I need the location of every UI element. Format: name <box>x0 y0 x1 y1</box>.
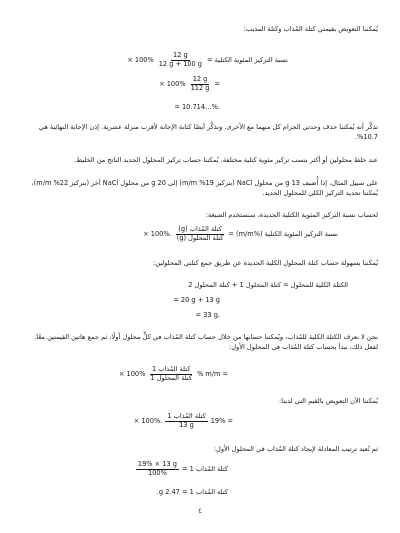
eq4-numerator: 19% × 13 g <box>137 460 177 468</box>
formula-times: × 100%. <box>143 229 172 238</box>
eq4-line1 <box>136 461 228 477</box>
eq3-denominator: 13 g <box>179 420 194 429</box>
eq1-times: × 100% <box>127 55 154 64</box>
eq2-line <box>119 366 228 382</box>
eq1-line2 <box>159 76 220 92</box>
rearrange-paragraph: ثم نُعيد ترتيب المعادلة لإيجاد كتلة المُذاب في المحلول الأول: <box>213 445 378 453</box>
eq4-label: كتلة المُذاب 1 = <box>181 464 228 473</box>
total-line3: = 33 g. <box>195 311 220 319</box>
formula-line <box>143 226 338 242</box>
document-page <box>22 0 378 533</box>
eq1-line3: = ‎10.714…%‎. <box>174 103 220 111</box>
eq1-numerator: 12 g <box>173 51 188 59</box>
eq4-fraction <box>136 461 179 477</box>
formula-fraction <box>175 226 226 242</box>
formula-label: نسبة التركيز المئوية الكتلية (%m/m) = <box>228 229 338 238</box>
example-paragraph: على سبيل المثال، إذا أُضيف 13 g من محلول NaCl (بتركيز 19% m/m) إلى 20 g من محلول NaCl آخر (بتركيز 22% m/m)، يُمكننا تحديد التركيز الكلي للمحلول الجديد. <box>31 179 378 198</box>
eq1-line2-numerator: 12 g <box>192 75 208 83</box>
eq1-label: نسبة التركيز المئوية الكتلية = <box>207 55 288 64</box>
eq3-label: 19% = <box>210 416 233 425</box>
eq3-fraction <box>165 413 207 429</box>
eq2-fraction <box>148 366 194 382</box>
total-line1: الكتلة الكلية للمحلول = كتلة المحلول 1 + كتلة المحلول 2 <box>188 281 348 289</box>
formula-intro-paragraph: لحساب نسبة التركيز المئوية الكتلية الجديدة، سنستخدم الصيغة: <box>205 211 378 219</box>
eq1-fraction <box>157 52 204 68</box>
total-mass-paragraph: يُمكننا بسهولة حساب كتلة المحلول الكلية الجديدة عن طريق جمع كتلتي المحلولين: <box>153 259 378 267</box>
eq1-line2-denominator: 112 g <box>190 83 210 92</box>
eq2-times: × 100% <box>118 369 146 378</box>
eq1-line2-equals: = <box>214 79 220 88</box>
rounding-paragraph: تذكَّر أنه يُمكننا حذف وحدتي الجرام كل منهما مع الأخرى. وتذكَّر أيضًا كتابة الإجابة لأقرب منزلة عشرية. إذن الإجابة النهائية هي 10.7%. <box>38 123 378 142</box>
eq3-numerator: كتلة المُذاب 1 <box>167 412 206 420</box>
eq1-line1 <box>127 52 288 68</box>
mixing-paragraph: عند خلط محلولين أو أكثر بنسب تركيز مئوية كتلية مختلفة، يُمكننا حساب تركيز المحلول الجديد الناتج من الخليط. <box>73 156 378 164</box>
eq3-line <box>134 413 233 429</box>
eq2-denominator: كتلة المحلول 1 <box>150 373 192 382</box>
page-number: ٤ <box>198 507 202 515</box>
formula-denominator: كتلة المحلول (g) <box>176 233 224 242</box>
eq1-line2-times: × 100% <box>159 79 186 88</box>
formula-numerator: كتلة المُذاب (g) <box>178 225 222 233</box>
substitute-paragraph: يُمكننا الآن التعويض بالقيم التي لدينا: <box>279 397 378 405</box>
eq2-numerator: كتلة المُذاب 1 <box>151 365 191 373</box>
eq2-label: % m/m = <box>196 369 228 378</box>
eq1-line2-fraction <box>189 76 212 92</box>
eq4-denominator: 100% <box>148 468 167 477</box>
eq3-times: × 100%. <box>133 416 163 425</box>
total-line2: = 20 g + 13 g <box>173 296 220 304</box>
eq4-line2: كتلة المُذاب 1 = 2.47 g. <box>156 488 228 496</box>
intro-paragraph: يُمكننا التعويض بقيمتي كتلة المُذاب وكتلة المذيب: <box>243 25 378 33</box>
solute-paragraph: نحن لا نعرف الكتلة الكلية للمُذاب، ويُمكننا حسابها من خلال حساب كتلة المُذاب في كلٍّ محلول أولًا، ثم جمع هاتين القيمتين معًا. لفعل ذلك، نبدأ بحساب كتلة المُذاب في المحلول الأول: <box>34 333 378 352</box>
eq1-denominator: 12 g + 100 g <box>158 59 202 68</box>
